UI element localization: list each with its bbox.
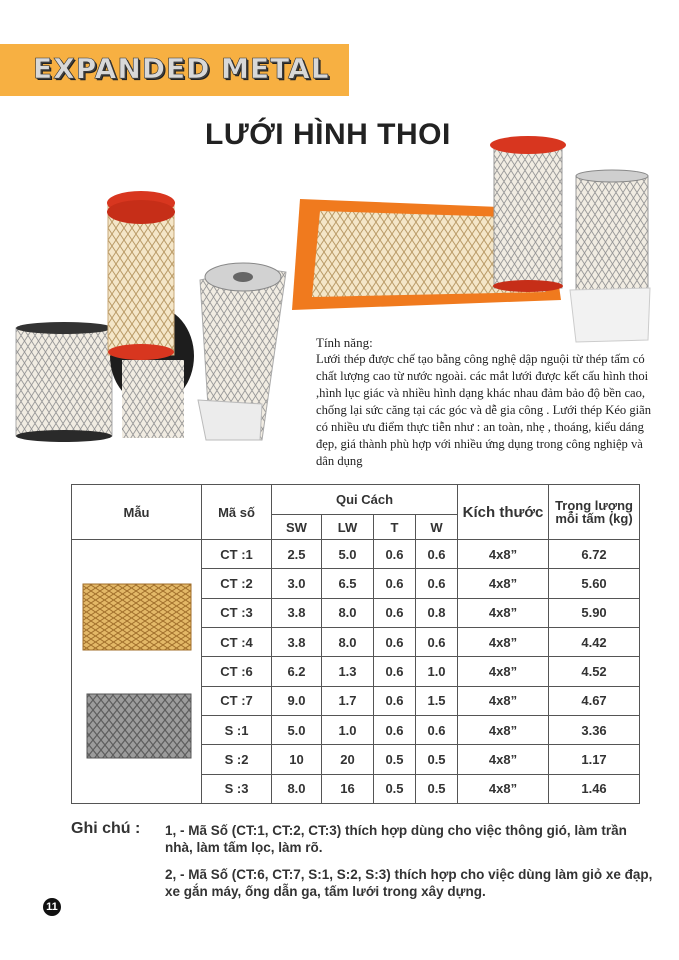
header-code: Mã số [202,485,272,540]
header-size: Kích thước [458,485,549,540]
header-sw: SW [272,515,322,540]
cell-sw: 9.0 [272,686,322,715]
cell-sw: 3.8 [272,598,322,627]
cell-weight: 3.36 [549,715,640,744]
spec-table [71,484,640,804]
cell-lw: 20 [322,745,374,774]
cell-t: 0.6 [374,540,416,569]
cell-w: 1.5 [416,686,458,715]
cell-lw: 1.3 [322,657,374,686]
page-title: LƯỚI HÌNH THOI [205,118,451,151]
cell-t: 0.6 [374,657,416,686]
cell-t: 0.5 [374,745,416,774]
cell-t: 0.6 [374,569,416,598]
cell-code: CT :4 [202,627,272,656]
panel-filter-image [292,199,561,310]
cell-sw: 2.5 [272,540,322,569]
cell-t: 0.6 [374,715,416,744]
cell-code: CT :6 [202,657,272,686]
cell-size: 4x8” [458,774,549,803]
cell-sw: 10 [272,745,322,774]
cell-lw: 8.0 [322,627,374,656]
cell-code: S :2 [202,745,272,774]
round-filter-image [16,322,112,442]
cell-code: CT :3 [202,598,272,627]
cell-w: 0.6 [416,569,458,598]
cell-size: 4x8” [458,540,549,569]
cell-code: S :1 [202,715,272,744]
cell-w: 0.8 [416,598,458,627]
cell-size: 4x8” [458,686,549,715]
cell-weight: 4.42 [549,627,640,656]
cell-size: 4x8” [458,745,549,774]
features-body: Lưới thép được chế tạo bằng công nghệ dập nguội từ thép tấm có chất lượng cao từ nước ngoài. các mắt lưới được kết cấu hình thoi ,hình lục giác và nhiều hình dạng khác nhau đảm bảo độ bền cao, chống lại sức căng tại các góc và dễ gia công . Lưới thép Kéo giãn có nhiều ưu điểm thực tiễn như : an toàn, nhẹ , thoáng, kiểu dáng đẹp, giá thành phù hợp với nhiều ứng dụng trong công nghiệp và dân dụng [316,352,652,468]
cell-lw: 5.0 [322,540,374,569]
cell-weight: 1.46 [549,774,640,803]
cell-code: CT :2 [202,569,272,598]
cell-size: 4x8” [458,569,549,598]
cell-weight: 5.60 [549,569,640,598]
cell-lw: 16 [322,774,374,803]
cell-size: 4x8” [458,715,549,744]
cell-weight: 5.90 [549,598,640,627]
cell-weight: 4.67 [549,686,640,715]
cell-code: S :3 [202,774,272,803]
cell-w: 0.5 [416,745,458,774]
open-filter-image [198,263,286,440]
cell-code: CT :7 [202,686,272,715]
notes-label: Ghi chú : [71,820,141,837]
sample-images-cell [72,540,202,804]
header-weight: Trọng lượng mỗi tấm (kg) [549,485,640,540]
cell-t: 0.6 [374,598,416,627]
cell-weight: 4.52 [549,657,640,686]
page-number: 11 [43,898,61,916]
features-heading: Tính năng: [316,335,373,350]
note-1: 1, - Mã Số (CT:1, CT:2, CT:3) thích hợp dùng cho việc thông gió, làm trần nhà, làm tấm lọc, làm rõ. [165,823,627,855]
cell-w: 1.0 [416,657,458,686]
header-spec: Qui Cách [272,485,458,515]
cell-size: 4x8” [458,598,549,627]
cell-sw: 6.2 [272,657,322,686]
note-2: 2, - Mã Số (CT:6, CT:7, S:1, S:2, S:3) thích hợp cho việc dùng làm giỏ xe đạp, xe gắn máy, ống dẫn ga, tấm lưới trong xây dựng. [165,867,653,899]
cell-lw: 1.7 [322,686,374,715]
cell-w: 0.5 [416,774,458,803]
cell-t: 0.5 [374,774,416,803]
cell-w: 0.6 [416,627,458,656]
cell-lw: 6.5 [322,569,374,598]
header-w: W [416,515,458,540]
cell-w: 0.6 [416,715,458,744]
header-sample: Mẫu [72,485,202,540]
cell-weight: 1.17 [549,745,640,774]
cell-size: 4x8” [458,657,549,686]
header-t: T [374,515,416,540]
cell-sw: 3.8 [272,627,322,656]
cell-sw: 3.0 [272,569,322,598]
cell-sw: 8.0 [272,774,322,803]
red-cap-filter-image [107,191,194,438]
cell-code: CT :1 [202,540,272,569]
table-row [72,540,640,569]
banner-title: EXPANDED METAL [33,52,330,85]
white-base-filter-image [570,170,650,342]
cell-t: 0.6 [374,627,416,656]
cell-weight: 6.72 [549,540,640,569]
cell-lw: 1.0 [322,715,374,744]
cell-w: 0.6 [416,540,458,569]
cell-t: 0.6 [374,686,416,715]
sample-images [73,540,201,800]
cell-size: 4x8” [458,627,549,656]
cell-lw: 8.0 [322,598,374,627]
red-top-filter-image [490,136,566,292]
cell-sw: 5.0 [272,715,322,744]
header-lw: LW [322,515,374,540]
